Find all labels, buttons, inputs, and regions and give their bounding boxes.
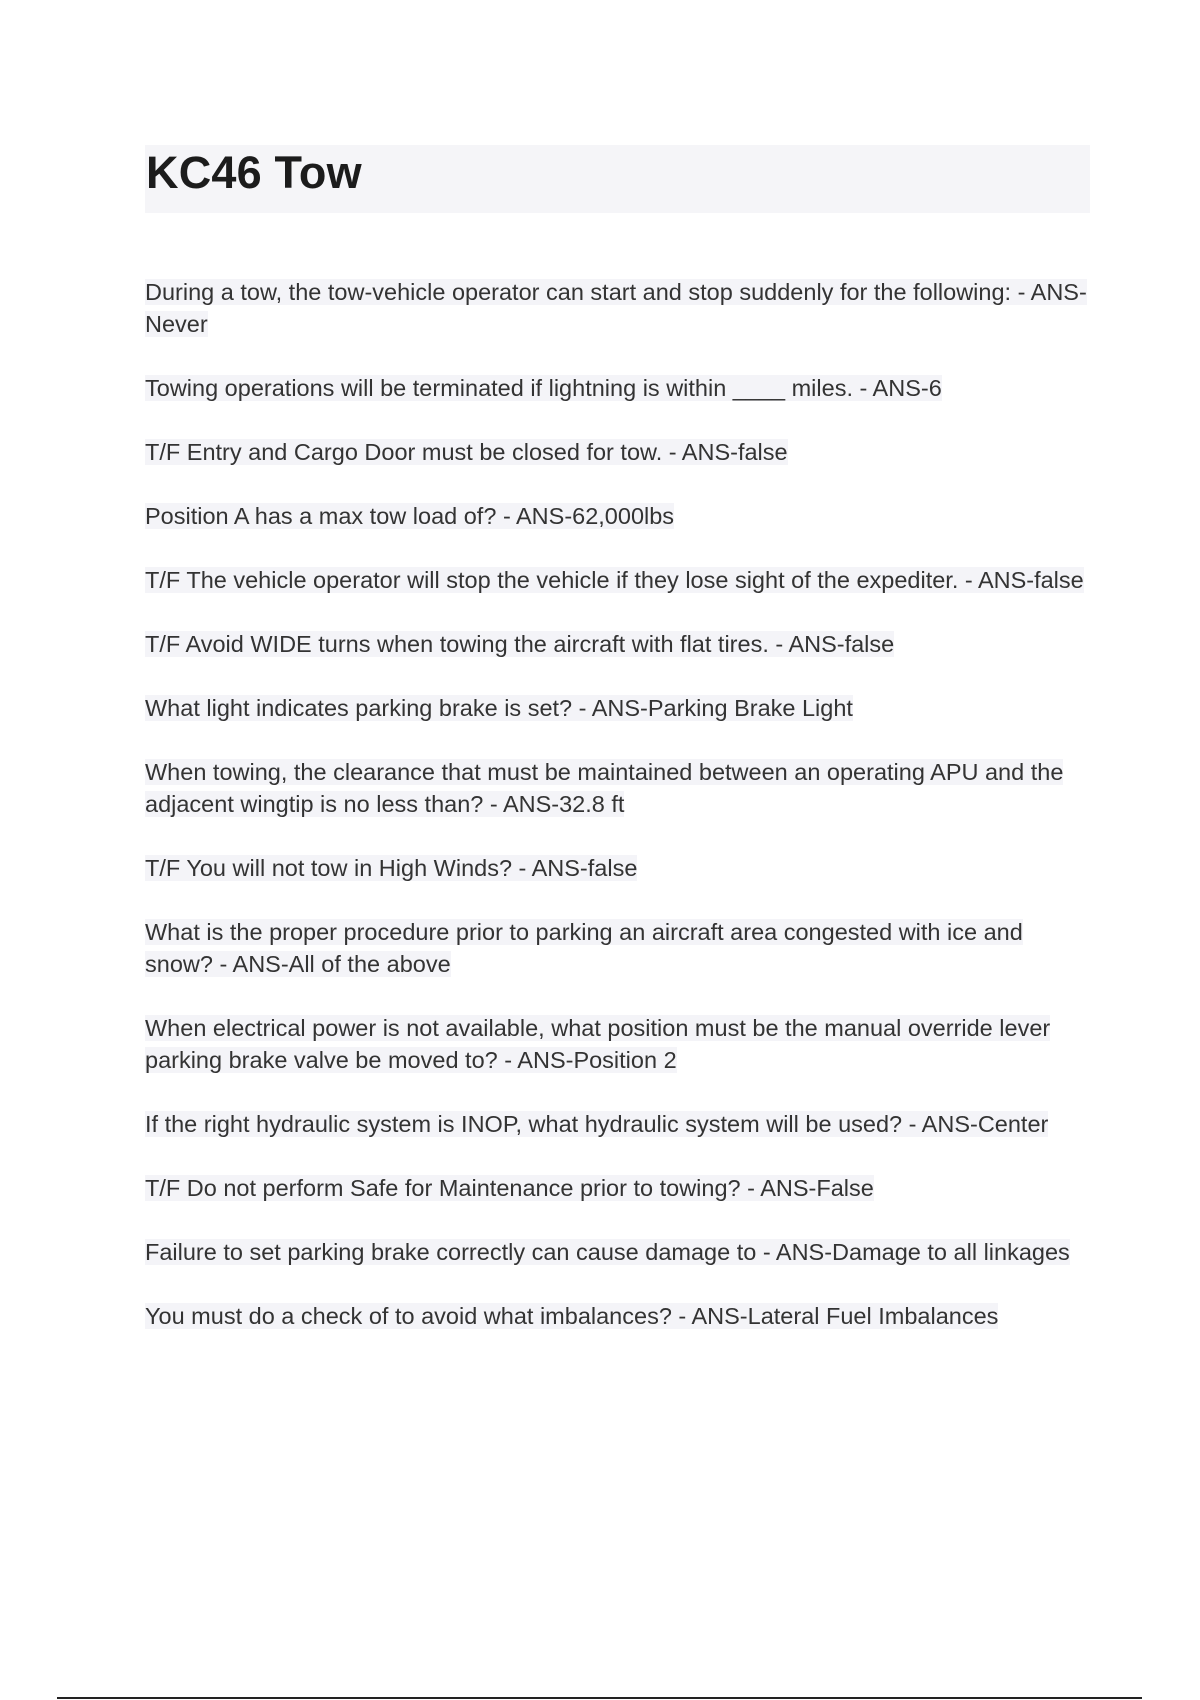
qa-text: What light indicates parking brake is set? - ANS-Parking Brake Light	[145, 695, 853, 721]
qa-item	[145, 276, 1095, 340]
qa-item	[145, 692, 1095, 724]
qa-item	[145, 1012, 1095, 1076]
qa-item	[145, 916, 1095, 980]
qa-text: T/F Avoid WIDE turns when towing the aircraft with flat tires. - ANS-false	[145, 631, 895, 657]
qa-item	[145, 1172, 1095, 1204]
qa-item	[145, 372, 1095, 404]
qa-text: During a tow, the tow-vehicle operator can start and stop suddenly for the following: - ANS-Never	[145, 279, 1087, 337]
qa-list	[145, 276, 1095, 1364]
document-title: KC46 Tow	[146, 147, 362, 198]
page-divider	[57, 1697, 1142, 1699]
qa-item	[145, 756, 1095, 820]
qa-item	[145, 500, 1095, 532]
qa-text: You must do a check of to avoid what imbalances? - ANS-Lateral Fuel Imbalances	[145, 1303, 999, 1329]
qa-text: T/F Entry and Cargo Door must be closed for tow. - ANS-false	[145, 439, 788, 465]
qa-item	[145, 852, 1095, 884]
qa-text: Position A has a max tow load of? - ANS-62,000lbs	[145, 503, 675, 529]
qa-text: T/F Do not perform Safe for Maintenance prior to towing? - ANS-False	[145, 1175, 874, 1201]
qa-text: When towing, the clearance that must be maintained between an operating APU and the adjacent wingtip is no less than? - ANS-32.8 ft	[145, 759, 1064, 817]
qa-item	[145, 628, 1095, 660]
qa-item	[145, 1300, 1095, 1332]
qa-item	[145, 1236, 1095, 1268]
qa-text: T/F The vehicle operator will stop the vehicle if they lose sight of the expediter. - ANS-false	[145, 567, 1084, 593]
qa-text: If the right hydraulic system is INOP, what hydraulic system will be used? - ANS-Center	[145, 1111, 1049, 1137]
qa-text: What is the proper procedure prior to parking an aircraft area congested with ice and snow? - ANS-All of the above	[145, 919, 1023, 977]
qa-item	[145, 1108, 1095, 1140]
qa-text: When electrical power is not available, what position must be the manual override lever parking brake valve be moved to? - ANS-Position 2	[145, 1015, 1051, 1073]
qa-text: T/F You will not tow in High Winds? - ANS-false	[145, 855, 638, 881]
qa-item	[145, 564, 1095, 596]
qa-item	[145, 436, 1095, 468]
qa-text: Failure to set parking brake correctly can cause damage to - ANS-Damage to all linkages	[145, 1239, 1070, 1265]
qa-text: Towing operations will be terminated if lightning is within ____ miles. - ANS-6	[145, 375, 942, 401]
